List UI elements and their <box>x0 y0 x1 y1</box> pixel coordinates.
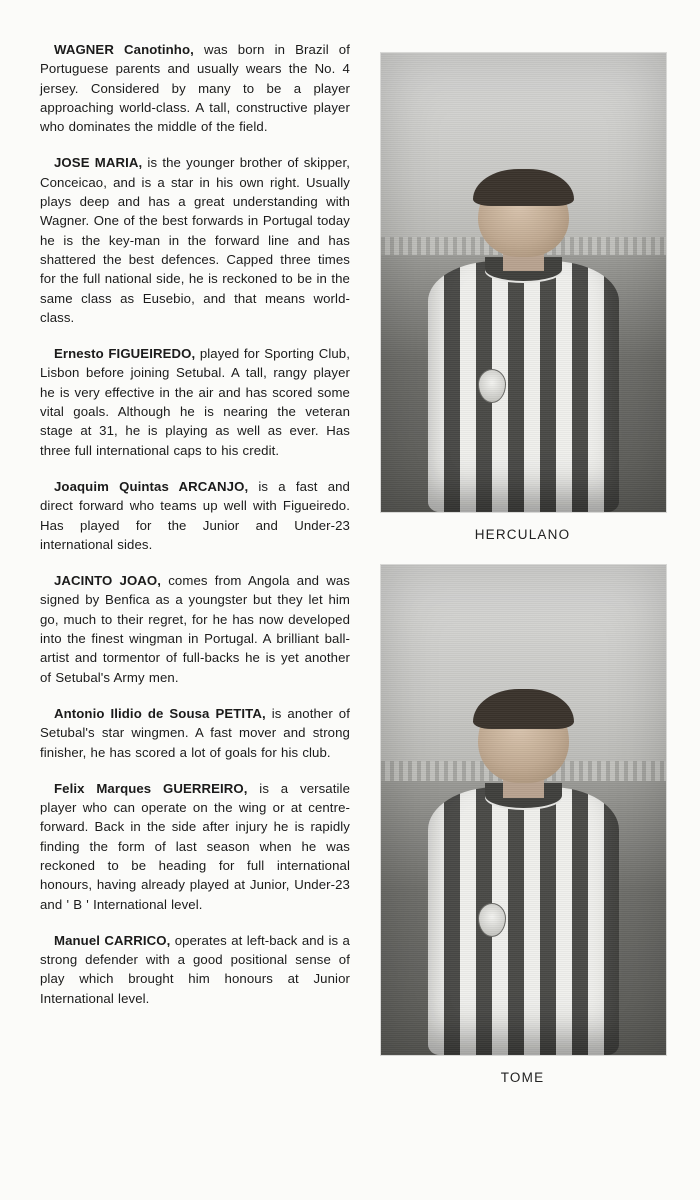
player-description: operates at left-back and is a strong defender with a good positional sense of play which brought him honours at Junior International level. <box>40 932 350 1006</box>
photo-caption: TOME <box>500 1070 545 1085</box>
text-column <box>28 40 350 1170</box>
paragraph-jacinto-joao <box>40 571 350 687</box>
player-description: played for Sporting Club, Lisbon before joining Setubal. A tall, rangy player he is very effective in the air and has scored some vital goals. Although he is nearing the veteran stage at 31, he is playing as well as ever. Has three full international caps to his credit. <box>40 346 350 458</box>
player-name: Felix Marques GUERREIRO, <box>54 780 248 796</box>
photo-figure <box>410 172 638 512</box>
player-description: comes from Angola and was signed by Benfica as a youngster but they let him go, much to their regret, for he has now developed into the finest wingman in Portugal. A brilliant ball-artist and tormentor of full-backs he is yet another of Setubal's Army men. <box>40 573 351 685</box>
photo-block-tome <box>380 564 668 1085</box>
player-name: Joaquim Quintas ARCANJO, <box>54 478 249 494</box>
player-name: Antonio Ilidio de Sousa PETITA, <box>54 705 266 721</box>
player-photo-herculano <box>380 52 667 513</box>
player-photo-tome <box>380 564 667 1056</box>
photo-figure <box>410 692 638 1055</box>
paragraph-arcanjo <box>40 477 350 554</box>
paragraph-petita <box>40 704 350 762</box>
player-description: was born in Brazil of Portuguese parents and usually wears the No. 4 jersey. Considered by many to be a player approaching world-class. A tall, constructive player who dominates the middle of the field. <box>40 42 350 135</box>
paragraph-wagner <box>40 40 350 136</box>
player-name: Manuel CARRICO, <box>54 932 171 948</box>
striped-shirt <box>428 787 620 1055</box>
paragraph-guerreiro <box>40 779 350 914</box>
photo-block-herculano <box>380 52 668 542</box>
player-description: is the younger brother of skipper, Conceicao, and is a star in his own right. Usually plays deep and has a great understanding with Wagner. One of the best forwards in Portugal today he is the key-man in the forward line and has shattered the best defences. Capped three times for the full national side, he is reckoned to be in the same class as Eusebio, and that means world-class. <box>40 155 350 325</box>
hair <box>473 689 573 729</box>
photo-caption: HERCULANO <box>474 527 571 542</box>
player-description: is a versatile player who can operate on the wing or at centre-forward. Back in the side after injury he is rapidly finding the form of last season when he was reckoned to be heading for full international honours, having already played at Junior, Under-23 and ' B ' International level. <box>40 780 351 912</box>
striped-shirt <box>428 261 620 512</box>
paragraph-figueiredo <box>40 344 350 460</box>
paragraph-carrico <box>40 931 350 1008</box>
hair <box>473 169 573 206</box>
player-description: is a fast and direct forward who teams up well with Figueiredo. Has played for the Junior and Under-23 international sides. <box>40 478 350 552</box>
player-name: Ernesto FIGUEIREDO, <box>54 346 196 362</box>
player-description: is another of Setubal's star wingmen. A fast mover and strong finisher, he has scored a lot of goals for his club. <box>40 705 350 760</box>
photo-column <box>350 40 668 1170</box>
player-name: WAGNER Canotinho, <box>54 42 194 57</box>
player-name: JACINTO JOAO, <box>54 573 162 589</box>
paragraph-jose-maria <box>40 153 350 327</box>
player-name: JOSE MARIA, <box>54 155 143 171</box>
